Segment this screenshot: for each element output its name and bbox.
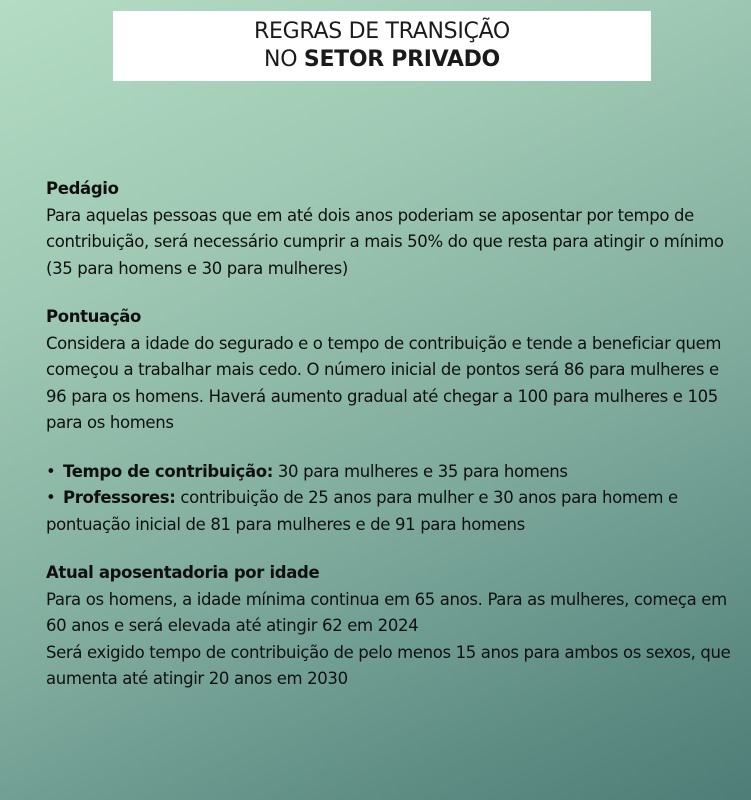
section-pontuacao [46, 304, 736, 437]
bullet-text: 30 para mulheres e 35 para homens [273, 461, 568, 481]
content-area [46, 176, 736, 715]
section-text-idade-1: Para os homens, a idade mínima continua em 65 anos. Para as mulheres, começa em 60 anos e será elevada até atingir 62 em 2024 [46, 589, 727, 635]
section-text-idade-2: Será exigido tempo de contribuição de pelo menos 15 anos para ambos os sexos, que aumenta até atingir 20 anos em 2030 [46, 642, 731, 688]
section-pedagio [46, 176, 736, 282]
section-idade [46, 560, 736, 693]
bullet-label: Tempo de contribuição: [63, 461, 273, 481]
title-bold: SETOR PRIVADO [303, 47, 500, 72]
bullet-label: Professores: [63, 488, 176, 507]
bullet-item [46, 485, 736, 538]
bullet-dot: • [46, 461, 56, 481]
section-text-pedagio: Para aquelas pessoas que em até dois anos poderiam se aposentar por tempo de contribuição, será necessário cumprir a mais 50% do que resta para atingir o mínimo (35 para homens e 30 para mulheres) [46, 205, 724, 278]
section-bullets [46, 459, 736, 539]
bullet-item [46, 459, 736, 486]
section-title-pedagio: Pedágio [46, 179, 119, 198]
title-line-2 [113, 46, 651, 74]
bullet-dot: • [46, 488, 56, 507]
title-text-1: REGRAS DE TRANSIÇÃO [254, 19, 510, 44]
title-prefix: NO [264, 47, 304, 72]
section-title-idade: Atual aposentadoria por idade [46, 563, 320, 582]
section-text-pontuacao: Considera a idade do segurado e o tempo de contribuição e tende a beneficiar quem começou a trabalhar mais cedo. O número inicial de pontos será 86 para mulheres e 96 para os homens. Haverá aumento gradual até chegar a 100 para mulheres e 105 para os homens [46, 333, 722, 432]
section-title-pontuacao: Pontuação [46, 307, 142, 326]
title-box [113, 11, 651, 81]
bullet-text: contribuição de 25 anos para mulher e 30 anos para homem e pontuação inicial de 81 para mulheres e de 91 para homens [46, 488, 678, 534]
title-line-1 [113, 18, 651, 46]
